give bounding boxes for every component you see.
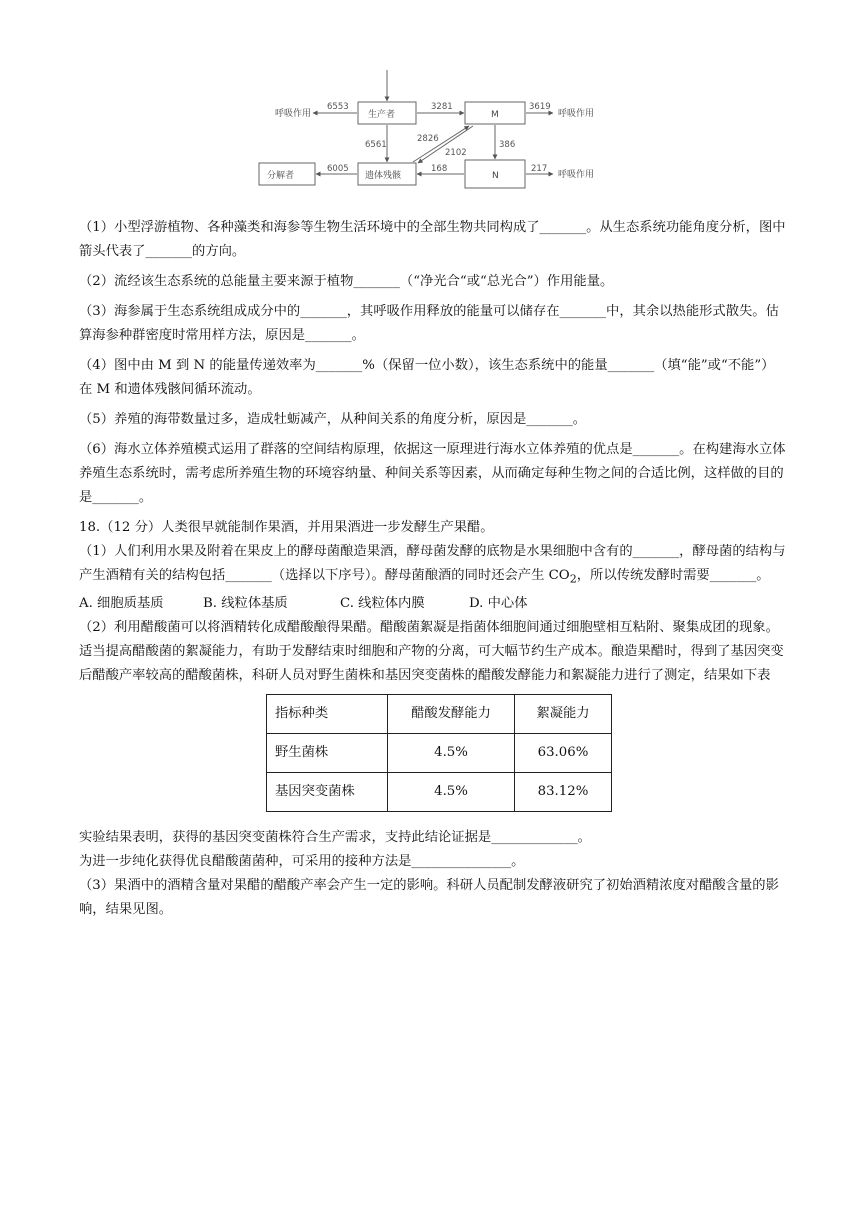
value-producer-resp: 6553 bbox=[327, 102, 349, 112]
answer-options bbox=[79, 592, 787, 616]
value-n-resp: 217 bbox=[531, 164, 548, 174]
results-table bbox=[266, 694, 612, 812]
q18-1-end: ，所以传统发酵时需要_______。 bbox=[576, 568, 770, 583]
producer-label: 生产者 bbox=[368, 110, 396, 120]
resp-label-3: 呼吸作用 bbox=[558, 170, 595, 180]
question-18-part-1 bbox=[79, 540, 787, 592]
table-header-row bbox=[267, 694, 612, 733]
value-n-to-remains: 168 bbox=[431, 164, 448, 174]
value-remains-to-decomposer: 6005 bbox=[327, 164, 349, 174]
value-producer-to-m: 3281 bbox=[431, 102, 453, 112]
question-18-conclusion: 实验结果表明，获得的基因突变菌株符合生产需求，支持此结论证据是_____________。 bbox=[79, 829, 591, 845]
option-b: B. 线粒体基质 bbox=[203, 595, 288, 611]
question-5: （5）养殖的海带数量过多，造成牡蛎减产，从种间关系的角度分析，原因是_______。 bbox=[79, 412, 587, 427]
question-3: （3）海参属于生态系统组成成分中的_______，其呼吸作用释放的能量可以储存在_______中，其余以热能形式散失。估算海参种群密度时常用样方法，原因是_______。 bbox=[79, 304, 779, 343]
option-d: D. 中心体 bbox=[469, 595, 528, 611]
question-6: （6）海水立体养殖模式运用了群落的空间结构原理，依据这一原理进行海水立体养殖的优点是_______。在构建海水立体养殖生态系统时，需考虑所养殖生物的环境容纳量、种间关系等因素，从而确定每种生物之间的合适比例，这样做的目的是_______。 bbox=[79, 442, 786, 505]
table-header: 絮凝能力 bbox=[515, 694, 612, 733]
question-content bbox=[79, 216, 787, 922]
option-c: C. 线粒体内膜 bbox=[340, 595, 425, 611]
question-1: （1）小型浮游植物、各种藻类和海参等生物生活环境中的全部生物共同构成了_______。从生态系统功能角度分析，图中箭头代表了_______的方向。 bbox=[79, 220, 786, 259]
question-18-title: 18.（12 分）人类很早就能制作果酒，并用果酒进一步发酵生产果醋。 bbox=[79, 520, 494, 535]
question-18-method: 为进一步纯化获得优良醋酸菌菌种，可采用的接种方法是_______________。 bbox=[79, 853, 525, 869]
table-row bbox=[267, 772, 612, 811]
co2-subscript: 2 bbox=[569, 572, 577, 586]
resp-label-2: 呼吸作用 bbox=[558, 109, 595, 119]
table-cell: 83.12% bbox=[515, 772, 612, 811]
remains-label: 遗体残骸 bbox=[365, 171, 402, 181]
table-header: 指标种类 bbox=[267, 694, 388, 733]
question-18-part-2: （2）利用醋酸菌可以将酒精转化成醋酸酿得果醋。醋酸菌絮凝是指菌体细胞间通过细胞壁相互粘附、聚集成团的现象。适当提高醋酸菌的絮凝能力，有助于发酵结束时细胞和产物的分离，可大幅节约生产成本。酿造果醋时，得到了基因突变后醋酸产率较高的醋酸菌株，科研人员对野生菌株和基因突变菌株的醋酸发酵能力和絮凝能力进行了测定，结果如下表 bbox=[79, 619, 784, 683]
decomposer-label: 分解者 bbox=[267, 171, 295, 181]
table-cell: 63.06% bbox=[515, 733, 612, 772]
table-cell: 基因突变菌株 bbox=[267, 772, 388, 811]
table-cell: 4.5% bbox=[388, 733, 515, 772]
question-18-part-3: （3）果酒中的酒精含量对果醋的醋酸产率会产生一定的影响。科研人员配制发酵液研究了初始酒精浓度对醋酸含量的影响，结果见图。 bbox=[79, 877, 779, 917]
q18-1-text: （1）人们利用水果及附着在果皮上的酵母菌酿造果酒，酵母菌发酵的底物是水果细胞中含有的_______，酵母菌的结构与产生酒精有关的结构包括_______（选择以下序号）。酵母菌酿酒的同时还会产生 CO bbox=[79, 544, 786, 583]
question-2: （2）流经该生态系统的总能量主要来源于植物_______（“净光合“或“总光合”）作用能量。 bbox=[79, 274, 614, 289]
option-a: A. 细胞质基质 bbox=[79, 595, 164, 611]
table-header: 醋酸发酵能力 bbox=[388, 694, 515, 733]
m-label: M bbox=[491, 110, 499, 120]
value-remains-to-m: 2826 bbox=[417, 134, 439, 144]
resp-label-1: 呼吸作用 bbox=[275, 109, 312, 119]
table-cell: 野生菌株 bbox=[267, 733, 388, 772]
table-cell: 4.5% bbox=[388, 772, 515, 811]
value-m-resp: 3619 bbox=[529, 102, 551, 112]
value-producer-to-remains: 6561 bbox=[365, 140, 387, 150]
n-label: N bbox=[492, 171, 499, 181]
table-row bbox=[267, 733, 612, 772]
value-m-to-n: 386 bbox=[499, 140, 516, 150]
value-m-to-remains: 2102 bbox=[445, 148, 467, 158]
question-4: （4）图中由 M 到 N 的能量传递效率为_______%（保留一位小数），该生态系统中的能量_______（填“能”或“不能”）在 M 和遗体残骸间循环流动。 bbox=[79, 358, 775, 397]
energy-flow-diagram bbox=[255, 62, 615, 192]
